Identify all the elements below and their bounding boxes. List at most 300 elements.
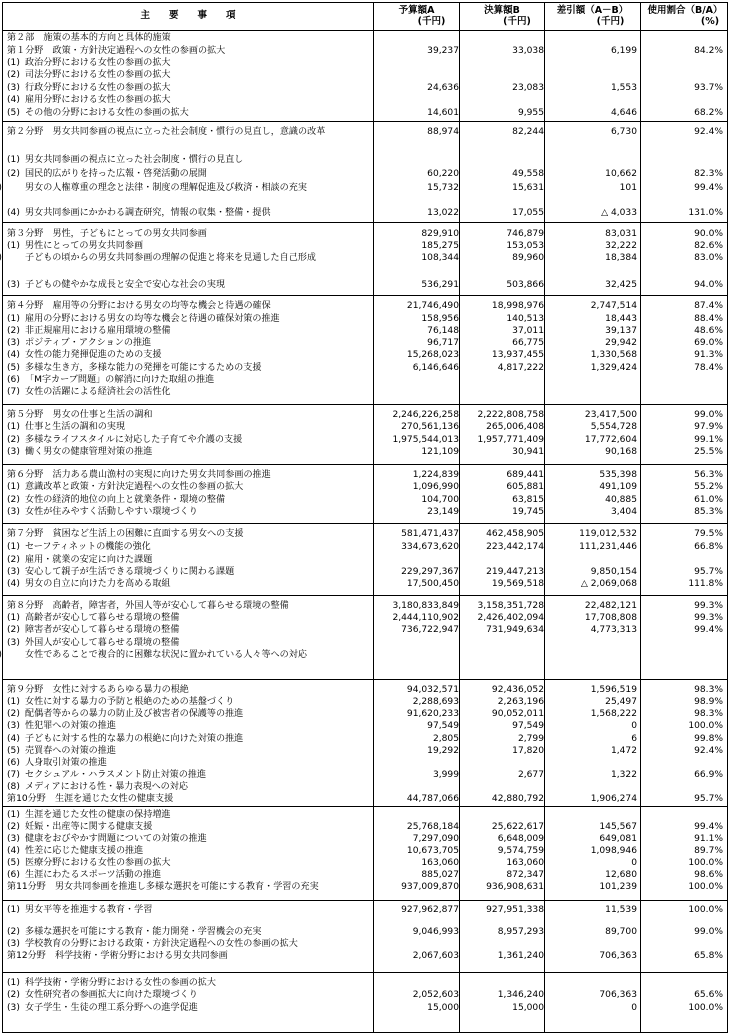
budget-cell: 19,292	[427, 746, 459, 756]
item-number: (3)	[7, 567, 20, 577]
sub-item-row	[3, 578, 727, 590]
ratio-cell: 99.1%	[694, 435, 723, 445]
item-number: (2)	[7, 555, 20, 565]
diff-cell: 491,109	[599, 482, 637, 492]
item-number: (6)	[7, 375, 20, 385]
header-rule	[3, 30, 727, 31]
item-label: (4) 女性の能力発揮促進のための支援	[7, 350, 162, 360]
item-label: (5) 医療分野における女性の参画の拡大	[7, 858, 171, 868]
group-rule	[3, 900, 727, 901]
diff-cell: 0	[631, 721, 637, 731]
ratio-cell: 99.3%	[694, 601, 723, 611]
diff-cell: 649,081	[599, 834, 637, 844]
budget-cell: 1,975,544,013	[392, 435, 459, 445]
settled-cell: 66,775	[512, 338, 544, 348]
item-number: (5)	[7, 108, 20, 118]
item-number: (2)	[7, 70, 20, 80]
budget-cell: 1,224,839	[412, 470, 459, 480]
item-label: (5) 多様な生き方，多様な能力の発揮を可能にするための支援	[7, 363, 262, 373]
sub-item-row	[3, 624, 727, 636]
ratio-cell: 100.0%	[688, 882, 723, 892]
item-number: (5)	[7, 746, 20, 756]
item-label: 第10分野 生涯を通じた女性の健康支援	[7, 794, 174, 804]
item-label: 第12分野 科学技術・学術分野における男女共同参画	[7, 951, 228, 961]
item-label: (3) 学校教育の分野における政策・方針決定過程への女性の参画の拡大	[7, 939, 298, 949]
settled-cell: 2,222,808,758	[477, 410, 544, 420]
budget-table	[2, 2, 728, 1033]
settled-cell: 37,011	[512, 326, 544, 336]
section-row	[3, 300, 727, 312]
item-number: (1)	[7, 58, 20, 68]
sub-item-row	[3, 481, 727, 493]
budget-cell: 736,722,947	[401, 625, 459, 635]
item-number: (3)	[7, 83, 20, 93]
sub-item-row	[3, 977, 727, 989]
sub-item-row	[3, 821, 727, 833]
settled-cell: 15,631	[512, 183, 544, 193]
item-label: (3) 性犯罪への対策の推進	[7, 721, 116, 731]
group-rule	[3, 679, 727, 680]
item-label: (3) 安心して親子が生活できる環境づくりに関わる課題	[7, 567, 235, 577]
item-label: 第４分野 雇用等の分野における男女の均等な機会と待遇の確保	[7, 301, 271, 311]
ratio-cell: 78.4%	[694, 363, 723, 373]
item-label: (1) 男女共同参画の視点に立った社会制度・慣行の見直し	[7, 155, 244, 165]
item-label: 第６分野 活力ある農山漁村の実現に向けた男女共同参画の推進	[7, 470, 271, 480]
diff-cell: 12,680	[605, 870, 637, 880]
sub-item-row	[3, 349, 727, 361]
ratio-cell: 85.3%	[694, 507, 723, 517]
section-row	[3, 528, 727, 540]
item-label: 第１分野 政策・方針決定過程への女性の参画の拡大	[7, 46, 226, 56]
item-label: (4) 子どもに対する性的な暴力の根絶に向けた対策の推進	[7, 734, 244, 744]
settled-cell: 731,949,634	[486, 625, 544, 635]
item-label: (2) 非正規雇用における雇用環境の整備	[7, 326, 171, 336]
ratio-cell: 91.3%	[694, 350, 723, 360]
budget-cell: 108,344	[421, 253, 459, 263]
diff-cell: 18,384	[605, 253, 637, 263]
sub-item-row	[3, 769, 727, 781]
diff-cell: 25,497	[605, 697, 637, 707]
item-number: (3)	[7, 1003, 20, 1013]
sub-item-row	[3, 733, 727, 745]
sub-item-row	[3, 781, 727, 793]
item-number: (3)	[7, 447, 20, 457]
diff-cell: 1,098,946	[590, 846, 637, 856]
item-label: 第２分野 男女共同参画の視点に立った社会制度・慣行の見直し，意識の改革	[7, 127, 326, 137]
item-label: 第11分野 男女共同参画を推進し多様な選択を可能にする教育・学習の充実	[7, 882, 319, 892]
item-label: (6) 生涯にわたるスポーツ活動の推進	[7, 870, 162, 880]
ratio-cell: 68.2%	[694, 108, 723, 118]
item-number: (3)	[7, 721, 20, 731]
budget-cell: 24,636	[427, 83, 459, 93]
sub-item-row	[3, 904, 727, 916]
sub-item-row	[3, 374, 727, 386]
group-rule	[3, 595, 727, 596]
item-number: (1)	[7, 542, 20, 552]
section-row	[3, 126, 727, 138]
ratio-cell: 94.0%	[694, 280, 723, 290]
ratio-cell: 99.4%	[694, 625, 723, 635]
ratio-cell: 98.9%	[694, 697, 723, 707]
diff-cell: 17,708,808	[584, 613, 637, 623]
item-number: (1)	[7, 905, 20, 915]
settled-cell: 17,055	[512, 208, 544, 218]
ratio-cell: 111.8%	[688, 579, 723, 589]
diff-cell: 17,772,604	[584, 435, 637, 445]
sub-item-row	[3, 154, 727, 166]
item-label: (2) 雇用・就業の安定に向けた課題	[7, 555, 153, 565]
item-label: (1) セーフティネットの機能の強化	[7, 542, 151, 552]
sub-item-row	[3, 421, 727, 433]
item-label: (4) 男女の自立に向けた力を高める取組	[7, 579, 171, 589]
item-label: (5) 売買春への対策の推進	[7, 746, 116, 756]
item-number	[7, 252, 25, 264]
diff-cell: 9,850,154	[590, 567, 637, 577]
budget-cell: 91,620,233	[406, 709, 459, 719]
settled-cell: 1,957,771,409	[477, 435, 544, 445]
budget-cell: 39,237	[427, 46, 459, 56]
ratio-cell: 131.0%	[688, 208, 723, 218]
budget-cell: 2,288,693	[412, 697, 459, 707]
item-label: (3) 子どもの健やかな成長と安全で安心な社会の実現	[7, 280, 226, 290]
item-label: 子どもの頃からの男女共同参画の理解の促進と将来を見通した自己形成	[7, 252, 371, 264]
diff-cell: 4,773,313	[590, 625, 637, 635]
budget-cell: 44,787,066	[406, 794, 459, 804]
budget-cell: 23,149	[427, 507, 459, 517]
diff-cell: 10,662	[605, 169, 637, 179]
diff-cell: 1,329,424	[590, 363, 637, 373]
ratio-cell: 100.0%	[688, 721, 723, 731]
ratio-cell: 84.2%	[694, 46, 723, 56]
group-rule	[3, 972, 727, 973]
item-number: (3)	[7, 638, 20, 648]
header-settled: 決算額B (千円)	[484, 5, 531, 27]
item-label: (1) 意識改革と政策・方針決定過程への女性の参画の拡大	[7, 482, 244, 492]
ratio-cell: 92.4%	[694, 127, 723, 137]
budget-cell: 17,500,450	[406, 579, 459, 589]
diff-cell: 1,596,519	[590, 685, 637, 695]
ratio-cell: 100.0%	[688, 858, 723, 868]
ratio-cell: 99.0%	[694, 410, 723, 420]
item-number: (1)	[7, 810, 20, 820]
item-label: (6) 「M字カーブ問題」の解消に向けた取組の推進	[7, 375, 215, 385]
item-label: (1) 仕事と生活の調和の実現	[7, 422, 126, 432]
ratio-cell: 99.0%	[694, 927, 723, 937]
ratio-cell: 69.0%	[694, 338, 723, 348]
item-label: (1) 雇用の分野における男女の均等な機会と待遇の確保対策の推進	[7, 314, 280, 324]
item-number: (1)	[7, 613, 20, 623]
sub-item-row	[3, 869, 727, 881]
item-number: (1)	[7, 482, 20, 492]
settled-cell: 219,447,213	[486, 567, 544, 577]
ratio-cell: 61.0%	[694, 495, 723, 505]
diff-cell: 111,231,446	[579, 542, 637, 552]
budget-cell: 6,146,646	[412, 363, 459, 373]
budget-cell: 334,673,620	[401, 542, 459, 552]
item-label: (8) メディアにおける性・暴力表現への対応	[7, 782, 188, 792]
ratio-cell: 56.3%	[694, 470, 723, 480]
item-label: (1) 生涯を通じた女性の健康の保持増進	[7, 810, 171, 820]
item-number: (2)	[7, 822, 20, 832]
budget-cell: 15,732	[427, 183, 459, 193]
sub-item-row	[3, 240, 727, 252]
diff-cell: 535,398	[599, 470, 637, 480]
settled-cell: 2,677	[517, 770, 544, 780]
item-label: (1) 高齢者が安心して暮らせる環境の整備	[7, 613, 180, 623]
diff-cell: △ 2,069,068	[580, 579, 637, 589]
diff-cell: 0	[631, 1003, 637, 1013]
sub-item-row	[3, 57, 727, 69]
sub-item-row	[3, 69, 727, 81]
settled-cell: 927,951,338	[486, 905, 544, 915]
settled-cell: 503,866	[506, 280, 544, 290]
settled-cell: 872,347	[506, 870, 544, 880]
item-number	[7, 182, 25, 194]
settled-cell: 689,441	[506, 470, 544, 480]
budget-cell: 927,962,877	[401, 905, 459, 915]
budget-cell: 1,096,990	[412, 482, 459, 492]
diff-cell: 3,404	[610, 507, 637, 517]
settled-cell: 30,941	[512, 447, 544, 457]
diff-cell: 4,646	[610, 108, 637, 118]
item-number: (6)	[7, 758, 20, 768]
ratio-cell: 100.0%	[688, 1003, 723, 1013]
settled-cell: 23,083	[512, 83, 544, 93]
ratio-cell: 82.3%	[694, 169, 723, 179]
item-number: (4)	[7, 95, 20, 105]
settled-cell: 6,648,009	[497, 834, 544, 844]
item-label: (4) 性差に応じた健康支援の推進	[7, 846, 144, 856]
section-row	[3, 950, 727, 962]
ratio-cell: 89.7%	[694, 846, 723, 856]
diff-cell: 83,031	[605, 229, 637, 239]
sub-item-row	[3, 938, 727, 950]
settled-cell: 15,000	[512, 1003, 544, 1013]
diff-cell: 1,330,568	[590, 350, 637, 360]
settled-cell: 33,038	[512, 46, 544, 56]
diff-cell: 1,553	[610, 83, 637, 93]
group-rule	[3, 121, 727, 122]
settled-cell: 1,361,240	[497, 951, 544, 961]
sub-item-row	[3, 926, 727, 938]
ratio-cell: 66.8%	[694, 542, 723, 552]
budget-cell: 2,444,110,902	[392, 613, 459, 623]
diff-cell: 5,554,728	[590, 422, 637, 432]
item-number: (2)	[7, 927, 20, 937]
sub-item-row	[3, 325, 727, 337]
budget-cell: 13,022	[427, 208, 459, 218]
ratio-cell: 87.4%	[694, 301, 723, 311]
ratio-cell: 65.8%	[694, 951, 723, 961]
item-number: (4)	[7, 846, 20, 856]
diff-cell: 101,239	[599, 882, 637, 892]
sub-item-row	[3, 696, 727, 708]
ratio-cell: 99.8%	[694, 734, 723, 744]
sub-item-row	[3, 541, 727, 553]
item-label: 第５分野 男女の仕事と生活の調和	[7, 410, 153, 420]
settled-cell: 163,060	[506, 858, 544, 868]
diff-cell: 18,443	[605, 314, 637, 324]
ratio-cell: 66.9%	[694, 770, 723, 780]
sub-item-row	[3, 494, 727, 506]
item-number: (2)	[7, 326, 20, 336]
item-label: (2) 多様なライフスタイルに対応した子育てや介護の支援	[7, 435, 243, 445]
budget-cell: 158,956	[421, 314, 459, 324]
item-number: (4)	[7, 350, 20, 360]
section-row	[3, 45, 727, 57]
item-label: (4) 雇用分野における女性の参画の拡大	[7, 95, 171, 105]
item-label: (3) 外国人が安心して暮らせる環境の整備	[7, 638, 180, 648]
section-row	[3, 600, 727, 612]
item-label: (1) 政治分野における女性の参画の拡大	[7, 58, 171, 68]
sub-item-row	[3, 612, 727, 624]
ratio-cell: 91.1%	[694, 834, 723, 844]
item-label: (2) 司法分野における女性の参画の拡大	[7, 70, 171, 80]
item-label: 第３分野 男性，子どもにとっての男女共同参画	[7, 229, 207, 239]
item-number: (2)	[7, 435, 20, 445]
budget-cell: 104,700	[421, 495, 459, 505]
settled-cell: 63,815	[512, 495, 544, 505]
diff-cell: 706,363	[599, 990, 637, 1000]
budget-cell: 2,246,226,258	[392, 410, 459, 420]
diff-cell: 40,885	[605, 495, 637, 505]
budget-cell: 96,717	[427, 338, 459, 348]
item-label: (1) 女性に対する暴力の予防と根絶のための基盤づくり	[7, 697, 235, 707]
settled-cell: 1,346,240	[497, 990, 544, 1000]
settled-cell: 18,998,976	[491, 301, 544, 311]
item-label: (2) 国民的広がりを持った広報・啓発活動の展開	[7, 169, 207, 179]
settled-cell: 13,937,455	[491, 350, 544, 360]
header-diff: 差引額（A－B） (千円)	[556, 5, 629, 27]
budget-cell: 25,768,184	[406, 822, 459, 832]
diff-cell: 1,472	[610, 746, 637, 756]
settled-cell: 746,879	[506, 229, 544, 239]
item-number: (2)	[7, 990, 20, 1000]
section-row	[3, 228, 727, 240]
sub-item-row	[3, 554, 727, 566]
sub-item-row	[3, 720, 727, 732]
group-rule	[3, 222, 727, 223]
sub-item-row	[3, 1002, 727, 1014]
sub-item-row	[3, 182, 727, 194]
item-number: (5)	[7, 858, 20, 868]
ratio-cell: 88.4%	[694, 314, 723, 324]
sub-item-row	[3, 446, 727, 458]
budget-cell: 9,046,993	[412, 927, 459, 937]
header-budget: 予算額A (千円)	[398, 5, 446, 27]
budget-cell: 185,275	[421, 241, 459, 251]
ratio-cell: 95.7%	[694, 794, 723, 804]
settled-cell: 82,244	[512, 127, 544, 137]
item-label: (2) 女性研究者の参画拡大に向けた環境づくり	[7, 990, 198, 1000]
diff-cell: 101	[619, 183, 637, 193]
settled-cell: 25,622,617	[491, 822, 544, 832]
diff-cell: 6	[631, 734, 637, 744]
budget-cell: 270,561,136	[401, 422, 459, 432]
item-number: (1)	[7, 978, 20, 988]
diff-cell: 119,012,532	[579, 529, 637, 539]
item-label: (3) 健康をおびやかす問題についての対策の推進	[7, 834, 207, 844]
sub-item-row	[3, 745, 727, 757]
sub-item-row	[3, 313, 727, 325]
item-number: (1)	[7, 155, 20, 165]
ratio-cell: 100.0%	[688, 905, 723, 915]
settled-cell: 2,426,402,094	[477, 613, 544, 623]
settled-cell: 2,799	[517, 734, 544, 744]
sub-item-row	[3, 207, 727, 219]
sub-item-row	[3, 386, 727, 398]
diff-cell: 1,322	[610, 770, 637, 780]
budget-cell: 10,673,705	[406, 846, 459, 856]
item-number: (1)	[7, 697, 20, 707]
ratio-cell: 79.5%	[694, 529, 723, 539]
item-label: 第２部 施策の基本的方向と具体的施策	[7, 33, 171, 43]
ratio-cell: 95.7%	[694, 567, 723, 577]
settled-cell: 265,006,408	[486, 422, 544, 432]
sub-item-row	[3, 362, 727, 374]
ratio-cell: 83.0%	[694, 253, 723, 263]
budget-cell: 163,060	[421, 858, 459, 868]
item-label: (5) その他の分野における女性の参画の拡大	[7, 108, 189, 118]
sub-item-row	[3, 857, 727, 869]
settled-cell: 90,052,011	[491, 709, 544, 719]
budget-cell: 97,549	[427, 721, 459, 731]
group-rule	[3, 464, 727, 465]
budget-cell: 76,148	[427, 326, 459, 336]
settled-cell: 3,158,351,728	[477, 601, 544, 611]
budget-cell: 15,000	[427, 1003, 459, 1013]
item-label: (3) 女性が住みやすく活動しやすい環境づくり	[7, 507, 198, 517]
item-label: (7) セクシュアル・ハラスメント防止対策の推進	[7, 770, 207, 780]
budget-cell: 3,180,833,849	[392, 601, 459, 611]
section-row	[3, 684, 727, 696]
diff-cell: 145,567	[599, 822, 637, 832]
ratio-cell: 82.6%	[694, 241, 723, 251]
item-number: (3)	[7, 834, 20, 844]
sub-item-row	[3, 94, 727, 106]
ratio-cell: 90.0%	[694, 229, 723, 239]
sub-item-row	[3, 649, 727, 661]
diff-cell: 706,363	[599, 951, 637, 961]
diff-cell: 23,417,500	[584, 410, 637, 420]
budget-cell: 88,974	[427, 127, 459, 137]
item-number: (6)	[7, 870, 20, 880]
settled-cell: 9,955	[517, 108, 544, 118]
section-row	[3, 32, 727, 44]
budget-cell: 229,297,367	[401, 567, 459, 577]
group-rule	[3, 295, 727, 296]
sub-item-row	[3, 337, 727, 349]
sub-item-row	[3, 757, 727, 769]
item-label: (7) 女性の活躍による経済社会の活性化	[7, 387, 171, 397]
budget-cell: 121,109	[421, 447, 459, 457]
item-number: (3)	[7, 507, 20, 517]
item-label: 男女の人権尊重の理念と法律・制度の理解促進及び救済・相談の充実	[7, 182, 371, 194]
sub-item-row	[3, 506, 727, 518]
budget-cell: 536,291	[421, 280, 459, 290]
budget-cell: 885,027	[421, 870, 459, 880]
settled-cell: 936,908,631	[486, 882, 544, 892]
item-label: (2) 女性の経済的地位の向上と就業条件・環境の整備	[7, 495, 226, 505]
ratio-cell: 48.6%	[694, 326, 723, 336]
item-label: 第７分野 貧困など生活上の困難に直面する男女への支援	[7, 529, 244, 539]
budget-cell: 581,471,437	[401, 529, 459, 539]
item-label: 第９分野 女性に対するあらゆる暴力の根絶	[7, 685, 189, 695]
ratio-cell: 25.5%	[694, 447, 723, 457]
item-label: (2) 妊娠・出産等に関する健康支援	[7, 822, 153, 832]
section-row	[3, 793, 727, 805]
diff-cell: 29,942	[605, 338, 637, 348]
